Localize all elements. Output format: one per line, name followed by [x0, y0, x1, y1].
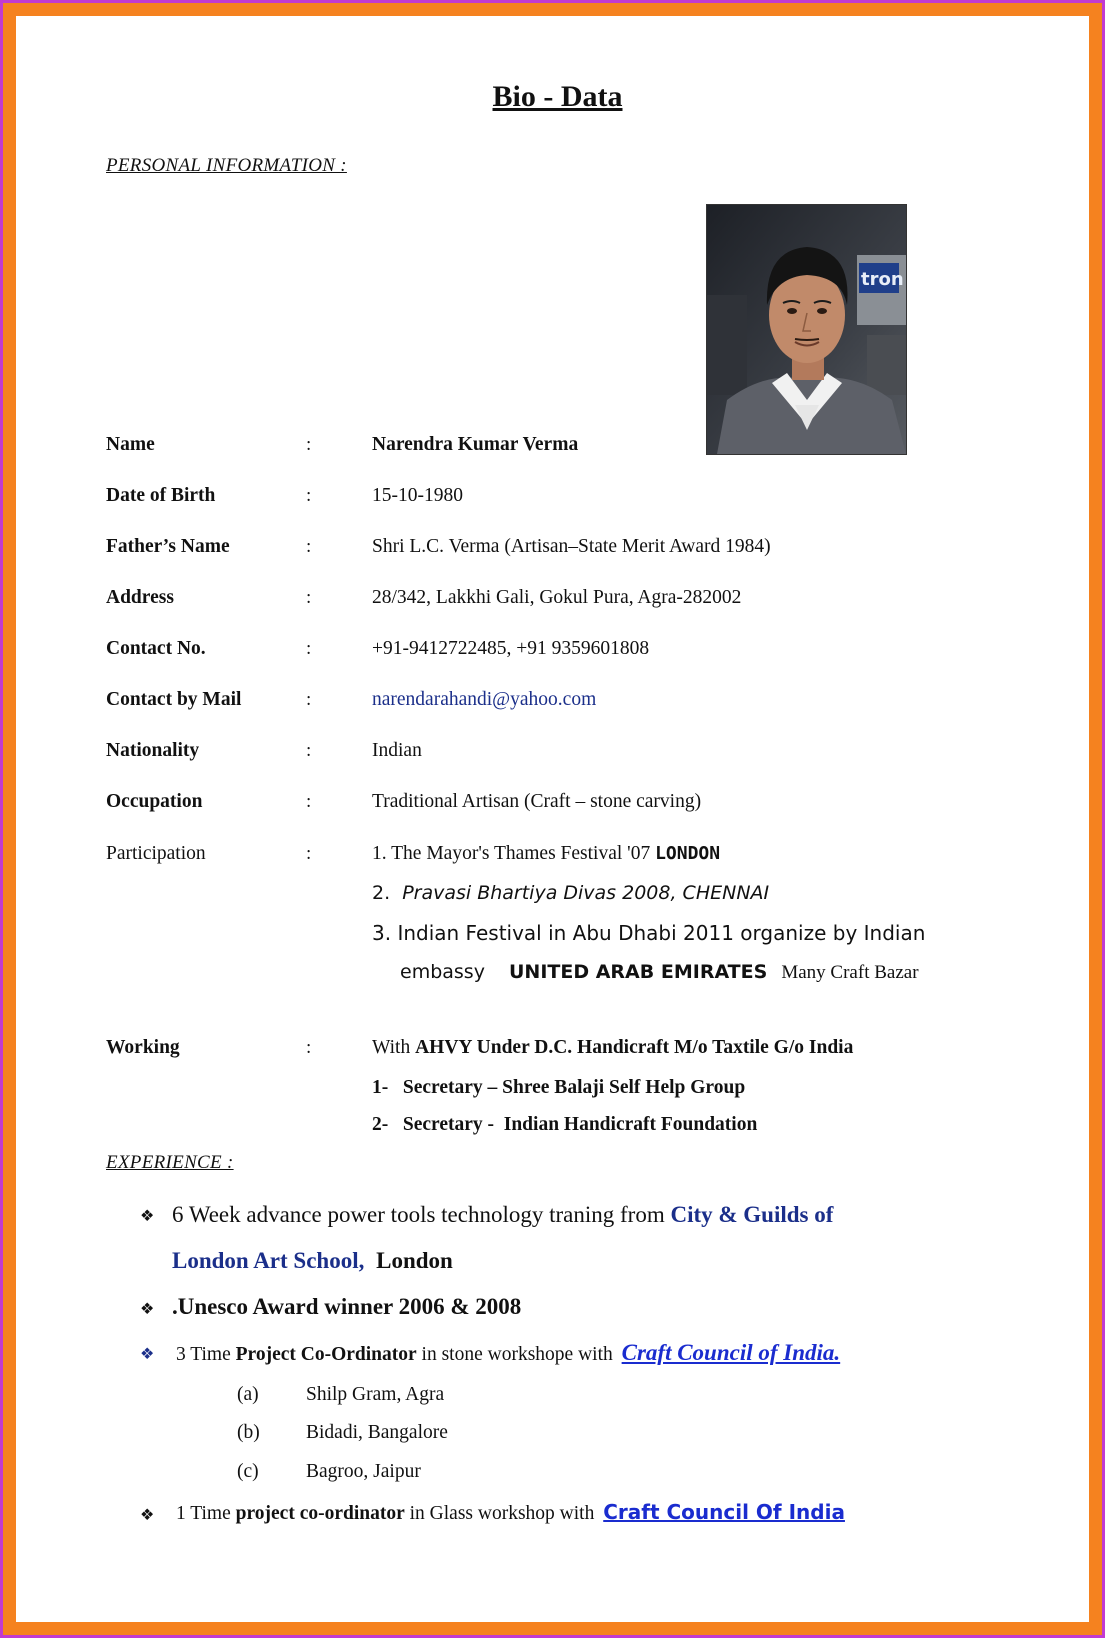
craft-council-link[interactable]: Craft Council Of India — [603, 1500, 845, 1524]
address-value: 28/342, Lakkhi Gali, Gokul Pura, Agra-282002 — [372, 587, 742, 608]
colon: : — [306, 587, 312, 608]
experience-1-city: London — [376, 1248, 453, 1273]
occupation-label: Occupation — [106, 791, 203, 812]
working-1-bold: AHVY Under D.C. Handicraft M/o Taxtile G/o India — [415, 1037, 854, 1058]
colon: : — [306, 740, 312, 761]
experience-4-b: project co-ordinator — [235, 1503, 405, 1524]
nationality-label: Nationality — [106, 740, 200, 761]
working-label: Working — [106, 1037, 180, 1058]
bullet-icon: ❖ — [140, 1507, 155, 1524]
name-value: Narendra Kumar Verma — [372, 434, 579, 455]
participation-item-2 — [372, 882, 769, 904]
address-label: Address — [106, 587, 174, 608]
profile-photo — [706, 204, 907, 455]
bullet-icon: ❖ — [140, 1208, 155, 1225]
colon: : — [306, 791, 312, 812]
colon: : — [306, 638, 312, 659]
participation-item-3: 3. Indian Festival in Abu Dhabi 2011 organize by Indian — [372, 921, 926, 945]
experience-3-c: in stone workshope with — [421, 1344, 613, 1365]
mail-label: Contact by Mail — [106, 689, 242, 710]
participation-3-country: UNITED ARAB EMIRATES — [509, 961, 768, 983]
working-1-text: With — [372, 1037, 411, 1058]
participation-item-1 — [372, 843, 720, 865]
experience-4-c: in Glass workshop with — [409, 1503, 595, 1524]
colon: : — [306, 536, 312, 557]
participation-2-text: Pravasi Bhartiya Divas 2008, CHENNAI — [402, 882, 770, 904]
working-line-3: 2- Secretary - Indian Handicraft Foundation — [372, 1114, 758, 1135]
participation-1-city: LONDON — [655, 843, 721, 864]
father-label: Father’s Name — [106, 536, 230, 557]
bullet-icon: ❖ — [140, 1346, 155, 1363]
participation-item-3-cont — [400, 961, 919, 984]
working-line-2: 1- Secretary – Shree Balaji Self Help Group — [372, 1077, 746, 1098]
participation-2-num: 2. — [372, 882, 391, 904]
experience-item-3 — [176, 1340, 840, 1366]
nationality-value: Indian — [372, 740, 422, 761]
experience-1-text: 6 Week advance power tools technology traning from — [172, 1202, 665, 1227]
dob-value: 15-10-1980 — [372, 485, 463, 506]
father-value: Shri L.C. Verma (Artisan–State Merit Award 1984) — [372, 536, 771, 557]
sub-item-text: Shilp Gram, Agra — [306, 1384, 445, 1405]
experience-item-1-cont — [172, 1248, 453, 1274]
sub-item-text: Bagroo, Jaipur — [306, 1461, 421, 1482]
experience-1-school: London Art School, — [172, 1248, 365, 1273]
colon: : — [306, 485, 312, 506]
experience-item-1 — [172, 1202, 833, 1228]
mail-link[interactable]: narendarahandi@yahoo.com — [372, 689, 597, 710]
experience-item-2: .Unesco Award winner 2006 & 2008 — [172, 1294, 522, 1319]
colon: : — [306, 689, 312, 710]
colon: : — [306, 843, 312, 864]
photo-sign-text: tron — [861, 269, 904, 290]
colon: : — [306, 434, 312, 455]
participation-1-text: 1. The Mayor's Thames Festival '07 — [372, 843, 651, 864]
participation-3-tail: Many Craft Bazar — [781, 962, 919, 983]
sub-item-text: Bidadi, Bangalore — [306, 1422, 448, 1443]
page-title: Bio - Data — [492, 80, 623, 113]
name-label: Name — [106, 434, 155, 455]
colon: : — [306, 1037, 312, 1058]
experience-item-4 — [176, 1500, 845, 1525]
inner-border — [3, 3, 1102, 1635]
sub-item-mark: (b) — [237, 1422, 260, 1443]
participation-label: Participation — [106, 843, 206, 864]
experience-3-a: 3 Time — [176, 1344, 231, 1365]
contact-value: +91-9412722485, +91 9359601808 — [372, 638, 650, 659]
dob-label: Date of Birth — [106, 485, 216, 506]
personal-info-heading: PERSONAL INFORMATION : — [106, 155, 347, 176]
sub-item-mark: (a) — [237, 1384, 259, 1405]
occupation-value: Traditional Artisan (Craft – stone carving) — [372, 791, 702, 812]
craft-council-link[interactable]: Craft Council of India. — [621, 1340, 841, 1365]
experience-heading: EXPERIENCE : — [106, 1152, 234, 1173]
experience-4-a: 1 Time — [176, 1503, 231, 1524]
experience-3-b: Project Co-Ordinator — [235, 1344, 417, 1365]
participation-3-embassy: embassy — [400, 961, 485, 983]
bullet-icon: ❖ — [140, 1301, 155, 1318]
contact-label: Contact No. — [106, 638, 206, 659]
sub-item-mark: (c) — [237, 1461, 259, 1482]
experience-1-blue: City & Guilds of — [670, 1202, 834, 1227]
working-line-1 — [372, 1037, 853, 1059]
